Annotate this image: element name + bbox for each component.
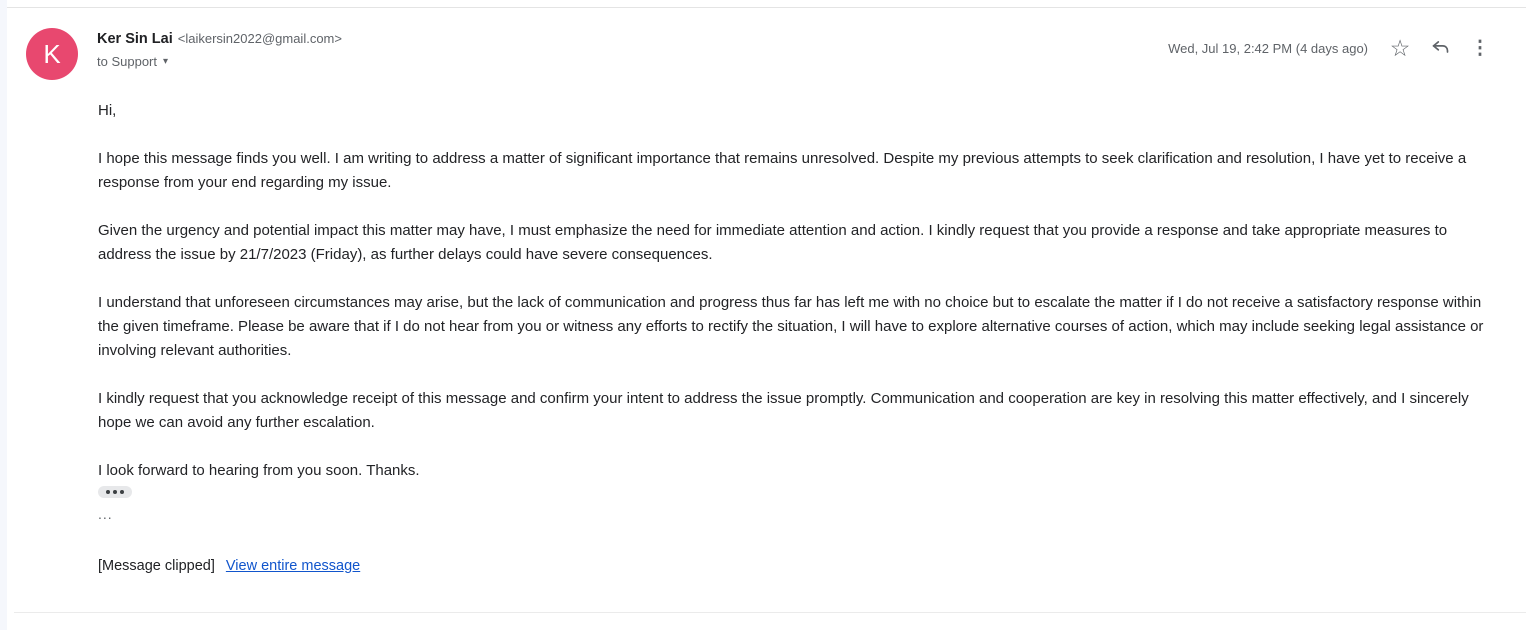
email-date: Wed, Jul 19, 2:42 PM (4 days ago)	[1168, 40, 1368, 56]
recipient-label: to Support	[97, 54, 157, 69]
sender-block	[97, 28, 342, 69]
paragraph-4: I kindly request that you acknowledge receipt of this message and confirm your intent to address the issue promptly. Communication and cooperation are key in resolving this matter effectively, and I sincerely hope we can avoid any further escalation.	[98, 390, 1469, 431]
message-clipped-label: [Message clipped]	[98, 558, 215, 574]
paragraph-2: Given the urgency and potential impact this matter may have, I must emphasize the need for immediate attention and action. I kindly request that you provide a response and take appropriate measures to address the issue by 21/7/2023 (Friday), as further delays could have severe consequences.	[98, 222, 1448, 263]
more-options-icon[interactable]: ⋮	[1460, 34, 1500, 62]
page-background-strip	[0, 0, 7, 630]
reply-icon[interactable]	[1420, 34, 1460, 62]
sender-name: Ker Sin Lai	[97, 31, 173, 47]
trimmed-ellipsis-text: ...	[98, 506, 113, 522]
top-divider	[7, 0, 1526, 8]
closing-line: I look forward to hearing from you soon. Thanks.	[98, 462, 420, 479]
recipient-dropdown[interactable]	[97, 54, 342, 69]
email-message-card	[7, 9, 1526, 630]
email-header	[7, 9, 1526, 80]
greeting: Hi,	[98, 102, 117, 119]
avatar[interactable]: K	[26, 28, 78, 80]
message-clipped-row	[98, 554, 1494, 578]
view-entire-message-link[interactable]: View entire message	[225, 558, 361, 574]
bottom-divider	[14, 612, 1526, 613]
paragraph-1: I hope this message finds you well. I am writing to address a matter of significant importance that remains unresolved. Despite my previous attempts to seek clarification and resolution, I have yet to receive a response from your end regarding my issue.	[98, 150, 1467, 191]
email-body	[7, 80, 1526, 578]
chevron-down-icon: ▾	[163, 56, 169, 67]
show-trimmed-content-button[interactable]	[98, 486, 132, 498]
sender-address: <laikersin2022@gmail.com>	[177, 31, 342, 46]
star-icon[interactable]: ☆	[1380, 34, 1420, 62]
trimmed-dot	[120, 490, 124, 494]
header-actions	[1168, 28, 1500, 62]
paragraph-3: I understand that unforeseen circumstances may arise, but the lack of communication and progress thus far has left me with no choice but to escalate the matter if I do not receive a satisfactory response within the given timeframe. Please be aware that if I do not hear from you or witness any efforts to rectify the situation, I will have to explore alternative courses of action, which may include seeking legal assistance or involving relevant authorities.	[98, 294, 1484, 359]
trimmed-dot	[106, 490, 110, 494]
trimmed-dot	[113, 490, 117, 494]
